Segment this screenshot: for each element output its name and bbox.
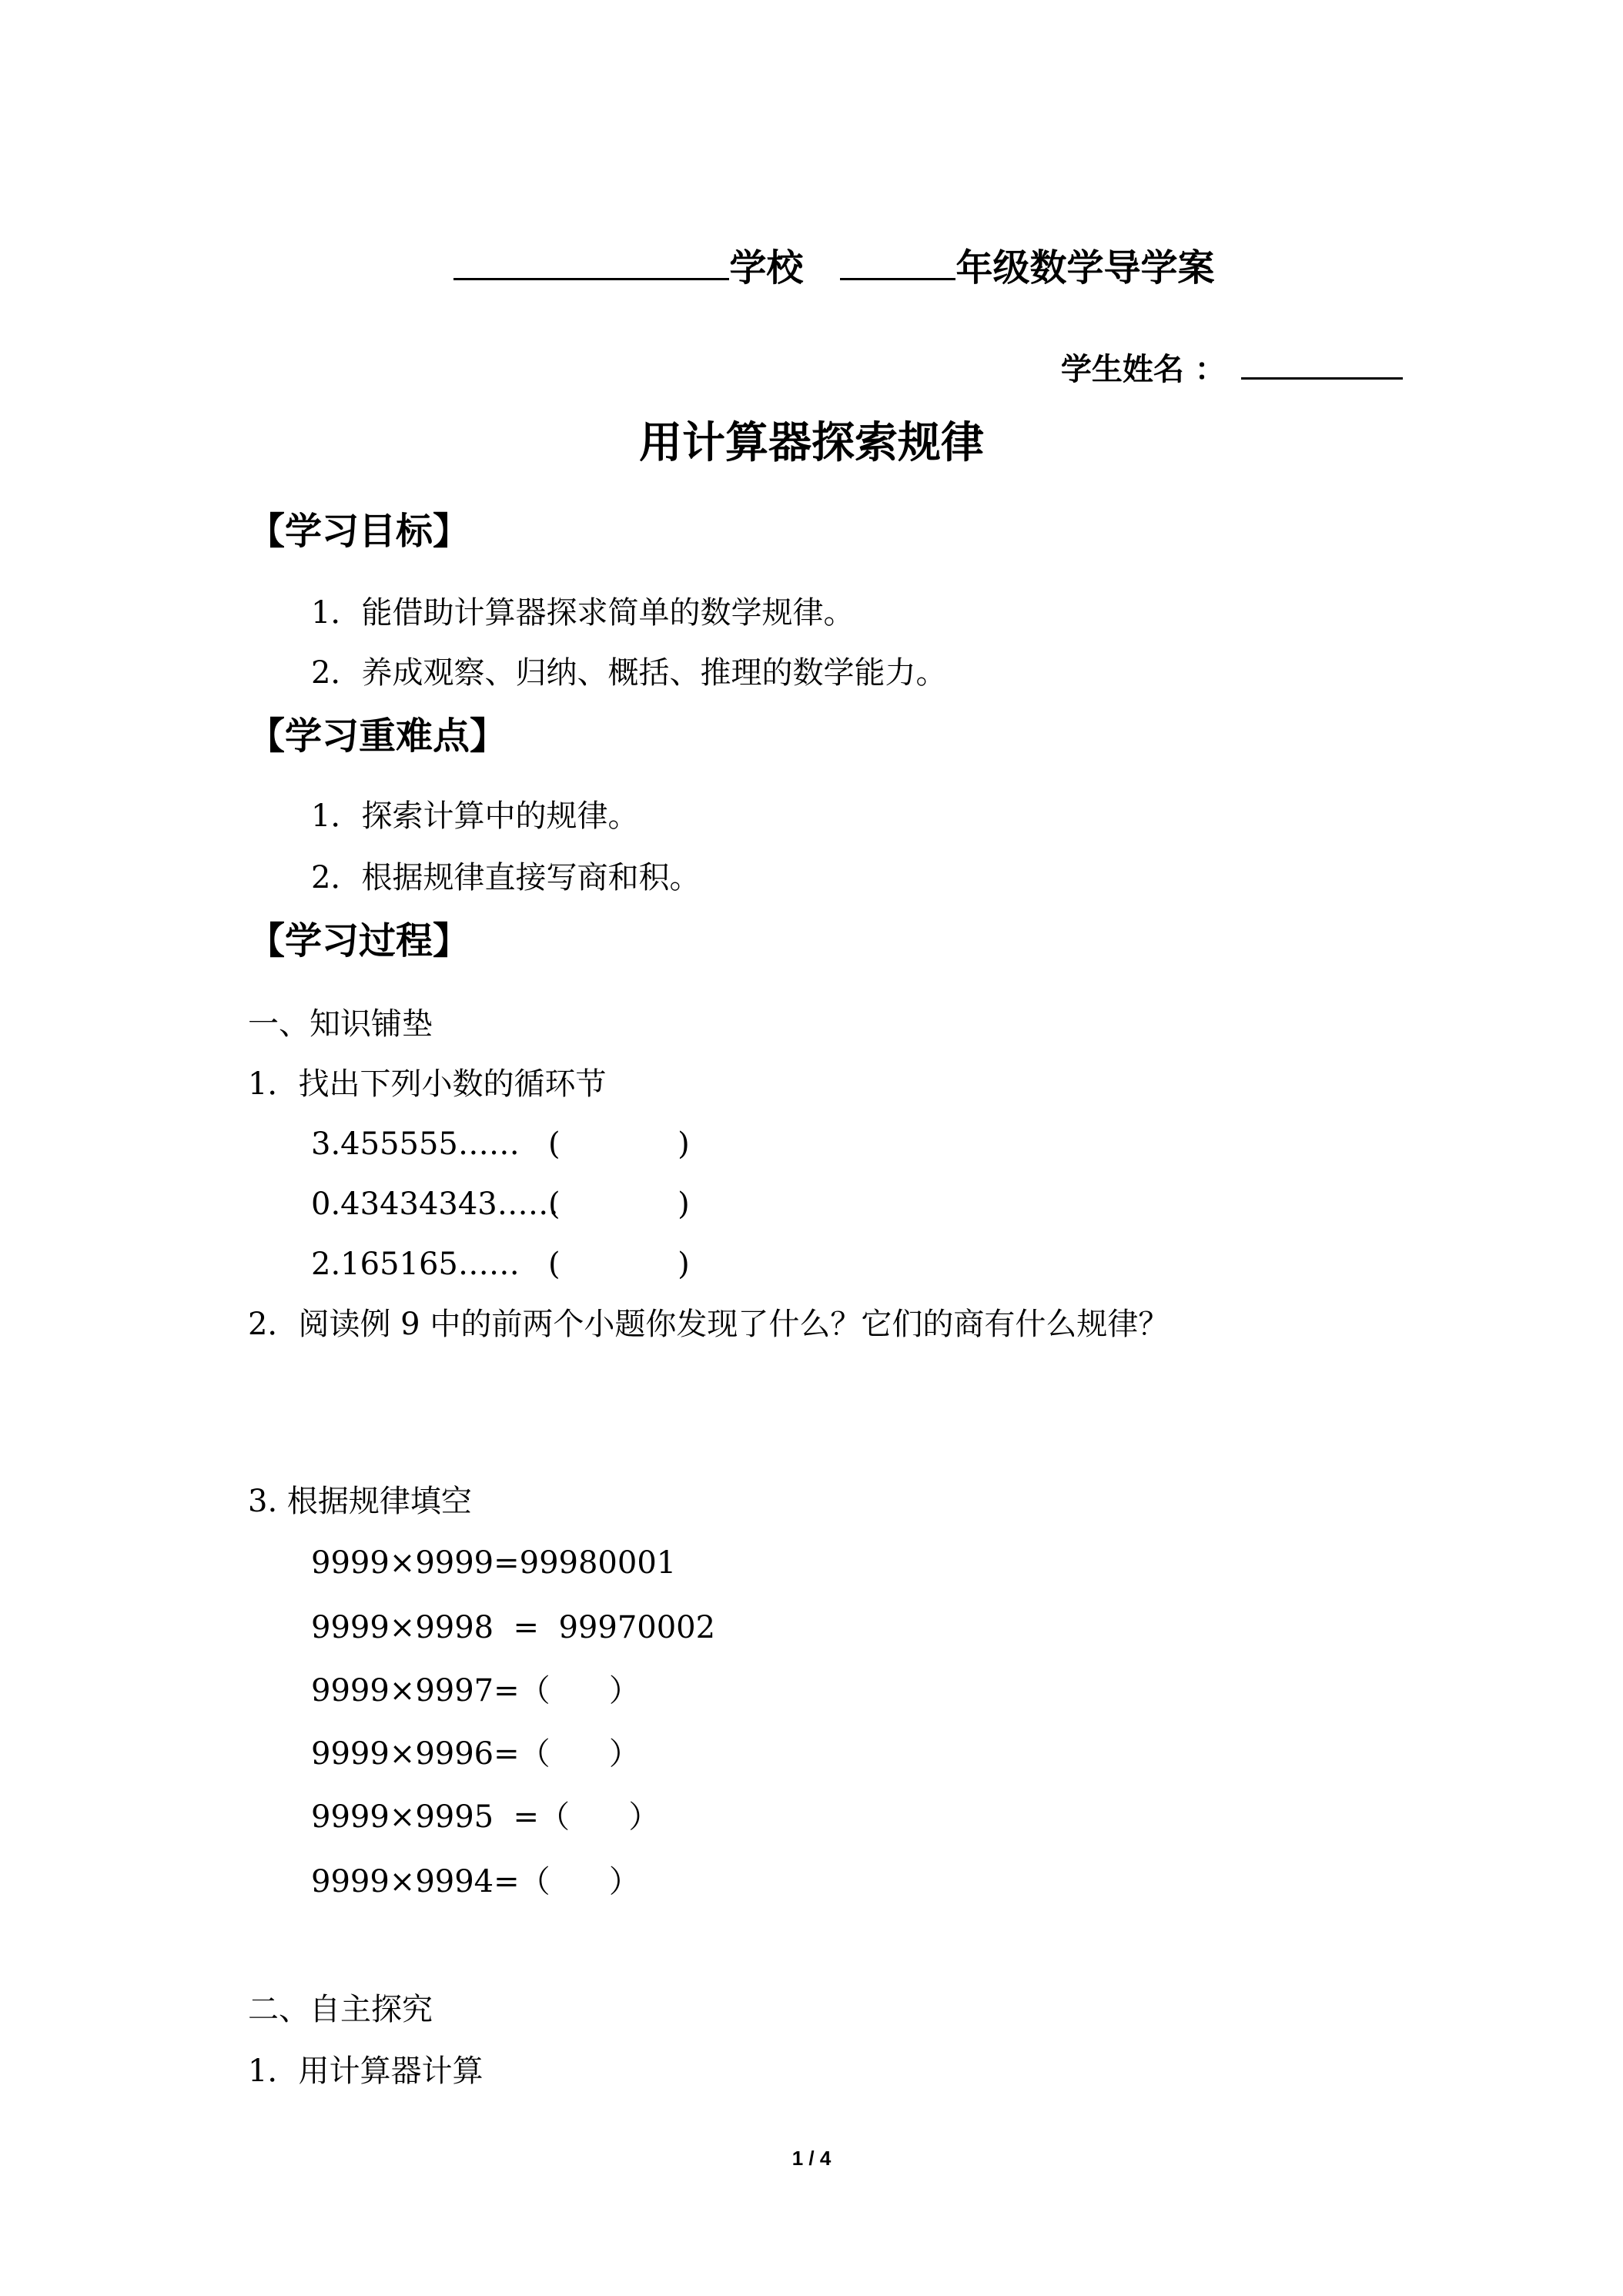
question-3: 3. 根据规律填空 [248,1484,472,1519]
student-name-row [1039,323,1403,385]
question-2: 2．阅读例 9 中的前两个小题你发现了什么？它们的商有什么规律？ [248,1307,1170,1342]
answer-blank: ( ) [548,1247,690,1282]
section-heading-process: 【学习过程】 [248,919,470,962]
equation-row: 9999×9997=（ ） [311,1673,640,1709]
equation-row: 9999×9999=99980001 [311,1545,677,1581]
equation-row: 9999×9994=（ ） [311,1864,640,1899]
answer-blank: ( ) [548,1186,690,1222]
student-name-label: 学生姓名 ： [1060,352,1226,387]
decimal-number: 0.43434343…… [311,1186,559,1222]
section-heading-key-points: 【学习重难点】 [248,715,507,758]
student-name-blank [1241,373,1403,380]
page-title: 用计算器探索规律 [639,418,984,468]
equation-row: 9999×9995 =（ ） [311,1799,660,1835]
grade-label: 年级数学导学案 [955,246,1215,290]
page-number: 1 / 4 [791,2147,832,2170]
document-header [428,213,1215,290]
grade-blank [840,273,955,280]
part2-title: 二、自主探究 [248,1992,433,2027]
answer-blank: ( ) [548,1126,690,1162]
equation-row: 9999×9996=（ ） [311,1736,640,1772]
key-point-item: 2．根据规律直接写商和积。 [311,860,701,895]
part1-title: 一、知识铺垫 [248,1006,433,1042]
objective-item: 1．能借助计算器探求简单的数学规律。 [311,595,855,631]
school-blank [453,273,729,280]
key-point-item: 1．探索计算中的规律。 [311,798,639,834]
section-heading-objectives: 【学习目标】 [248,510,470,553]
school-label: 学校 [729,246,804,290]
objective-item: 2．养成观察、归纳、概括、推理的数学能力。 [311,655,947,691]
question-1: 1．找出下列小数的循环节 [248,1066,607,1102]
equation-row: 9999×9998 = 99970002 [311,1610,716,1645]
decimal-number: 3.455555…… [311,1126,520,1162]
decimal-number: 2.165165…… [311,1247,520,1282]
part2-question-1: 1．用计算器计算 [248,2053,484,2089]
